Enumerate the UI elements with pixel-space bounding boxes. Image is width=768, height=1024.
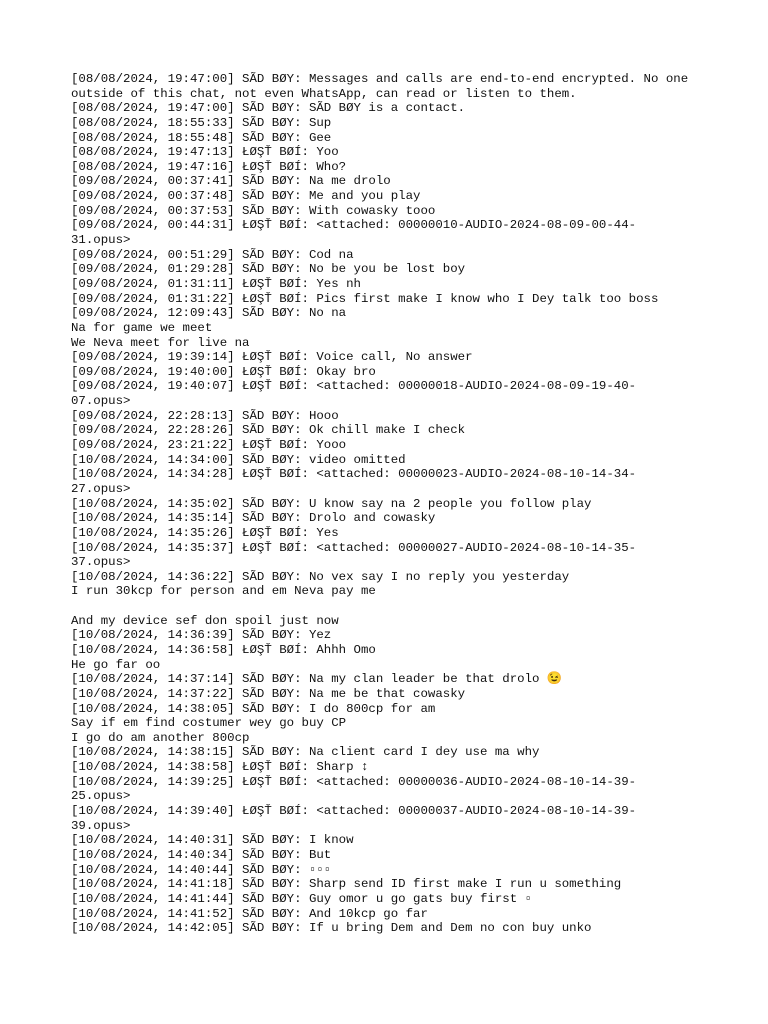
text-line: [10/08/2024, 14:36:39] SÃD BØY: Yez <box>71 628 332 643</box>
text-line: We Neva meet for live na <box>71 335 250 350</box>
text-line: [09/08/2024, 00:37:48] SÃD BØY: Me and you play <box>71 189 421 204</box>
text-line: Say if em find costumer wey go buy CP <box>71 716 347 731</box>
text-line: [10/08/2024, 14:34:28] ŁØŞŤ BØÍ: <attached: 00000023-AUDIO-2024-08-10-14-34- <box>71 467 637 482</box>
text-line: [10/08/2024, 14:40:31] SÃD BØY: I know <box>71 833 354 848</box>
text-line: 27.opus> <box>71 481 131 496</box>
text-line: [10/08/2024, 14:37:14] SÃD BØY: Na my clan leader be that drolo 😉 <box>71 672 563 687</box>
text-line: [08/08/2024, 18:55:48] SÃD BØY: Gee <box>71 130 332 145</box>
text-line: I go do am another 800cp <box>71 730 250 745</box>
text-line: [08/08/2024, 19:47:00] SÃD BØY: SÃD BØY is a contact. <box>71 101 466 116</box>
text-line: [10/08/2024, 14:35:14] SÃD BØY: Drolo and cowasky <box>71 511 436 526</box>
chat-export-page <box>71 72 711 936</box>
text-line: [09/08/2024, 22:28:13] SÃD BØY: Hooo <box>71 408 339 423</box>
text-line: [10/08/2024, 14:41:18] SÃD BØY: Sharp send ID first make I run u something <box>71 877 622 892</box>
text-line: [09/08/2024, 00:44:31] ŁØŞŤ BØÍ: <attached: 00000010-AUDIO-2024-08-09-00-44- <box>71 218 637 233</box>
text-line: [10/08/2024, 14:38:05] SÃD BØY: I do 800cp for am <box>71 701 436 716</box>
text-line: outside of this chat, not even WhatsApp, can read or listen to them. <box>71 86 577 101</box>
text-line: [10/08/2024, 14:35:26] ŁØŞŤ BØÍ: Yes <box>71 525 339 540</box>
text-line: [09/08/2024, 00:37:53] SÃD BØY: With cowasky tooo <box>71 203 436 218</box>
text-line: [08/08/2024, 19:47:16] ŁØŞŤ BØÍ: Who? <box>71 159 347 174</box>
text-line: [10/08/2024, 14:37:22] SÃD BØY: Na me be that cowasky <box>71 686 466 701</box>
text-line: 39.opus> <box>71 818 131 833</box>
text-line: He go far oo <box>71 657 161 672</box>
text-line: [10/08/2024, 14:36:58] ŁØŞŤ BØÍ: Ahhh Omo <box>71 642 376 657</box>
text-line: [10/08/2024, 14:40:34] SÃD BØY: But <box>71 847 332 862</box>
text-line: [10/08/2024, 14:36:22] SÃD BØY: No vex say I no reply you yesterday <box>71 569 570 584</box>
text-line: 07.opus> <box>71 394 131 409</box>
text-line: [08/08/2024, 19:47:13] ŁØŞŤ BØÍ: Yoo <box>71 145 339 160</box>
text-line: I run 30kcp for person and em Neva pay me <box>71 584 376 599</box>
text-line: 37.opus> <box>71 555 131 570</box>
text-line: [10/08/2024, 14:38:15] SÃD BØY: Na client card I dey use ma why <box>71 745 540 760</box>
text-line: [10/08/2024, 14:39:25] ŁØŞŤ BØÍ: <attached: 00000036-AUDIO-2024-08-10-14-39- <box>71 774 637 789</box>
text-line: Na for game we meet <box>71 320 213 335</box>
text-line: [10/08/2024, 14:41:52] SÃD BØY: And 10kcp go far <box>71 906 428 921</box>
text-line: [08/08/2024, 19:47:00] SÃD BØY: Messages and calls are end-to-end encrypted. No one <box>71 72 689 86</box>
text-line: [09/08/2024, 22:28:26] SÃD BØY: Ok chill make I check <box>71 423 466 438</box>
text-line: 25.opus> <box>71 789 131 804</box>
text-line: [09/08/2024, 19:40:07] ŁØŞŤ BØÍ: <attached: 00000018-AUDIO-2024-08-09-19-40- <box>71 379 637 394</box>
text-line: [09/08/2024, 19:39:14] ŁØŞŤ BØÍ: Voice call, No answer <box>71 350 473 365</box>
text-line: [10/08/2024, 14:34:00] SÃD BØY: video omitted <box>71 452 406 467</box>
text-line: And my device sef don spoil just now <box>71 613 339 628</box>
text-line: [09/08/2024, 01:31:22] ŁØŞŤ BØÍ: Pics first make I know who I Dey talk too boss <box>71 291 659 306</box>
text-line: [10/08/2024, 14:41:44] SÃD BØY: Guy omor u go gats buy first ▫ <box>71 891 533 906</box>
text-line: [10/08/2024, 14:35:37] ŁØŞŤ BØÍ: <attached: 00000027-AUDIO-2024-08-10-14-35- <box>71 540 637 555</box>
text-line: [10/08/2024, 14:35:02] SÃD BØY: U know say na 2 people you follow play <box>71 496 592 511</box>
text-line: [10/08/2024, 14:39:40] ŁØŞŤ BØÍ: <attached: 00000037-AUDIO-2024-08-10-14-39- <box>71 804 637 819</box>
blank-line <box>71 599 711 614</box>
text-line: [09/08/2024, 00:51:29] SÃD BØY: Cod na <box>71 247 354 262</box>
text-line: [09/08/2024, 01:31:11] ŁØŞŤ BØÍ: Yes nh <box>71 276 361 291</box>
text-line: [09/08/2024, 19:40:00] ŁØŞŤ BØÍ: Okay bro <box>71 364 376 379</box>
text-line: [08/08/2024, 18:55:33] SÃD BØY: Sup <box>71 115 332 130</box>
text-line: [09/08/2024, 01:29:28] SÃD BØY: No be you be lost boy <box>71 262 466 277</box>
text-line: [09/08/2024, 23:21:22] ŁØŞŤ BØÍ: Yooo <box>71 438 347 453</box>
text-line: [09/08/2024, 12:09:43] SÃD BØY: No na <box>71 306 347 321</box>
text-line: [09/08/2024, 00:37:41] SÃD BØY: Na me drolo <box>71 174 391 189</box>
text-line: [10/08/2024, 14:40:44] SÃD BØY: ▫▫▫ <box>71 862 332 877</box>
text-line: [10/08/2024, 14:42:05] SÃD BØY: If u bring Dem and Dem no con buy unko <box>71 921 592 936</box>
text-line: 31.opus> <box>71 233 131 248</box>
text-line: [10/08/2024, 14:38:58] ŁØŞŤ BØÍ: Sharp ↕ <box>71 760 369 775</box>
